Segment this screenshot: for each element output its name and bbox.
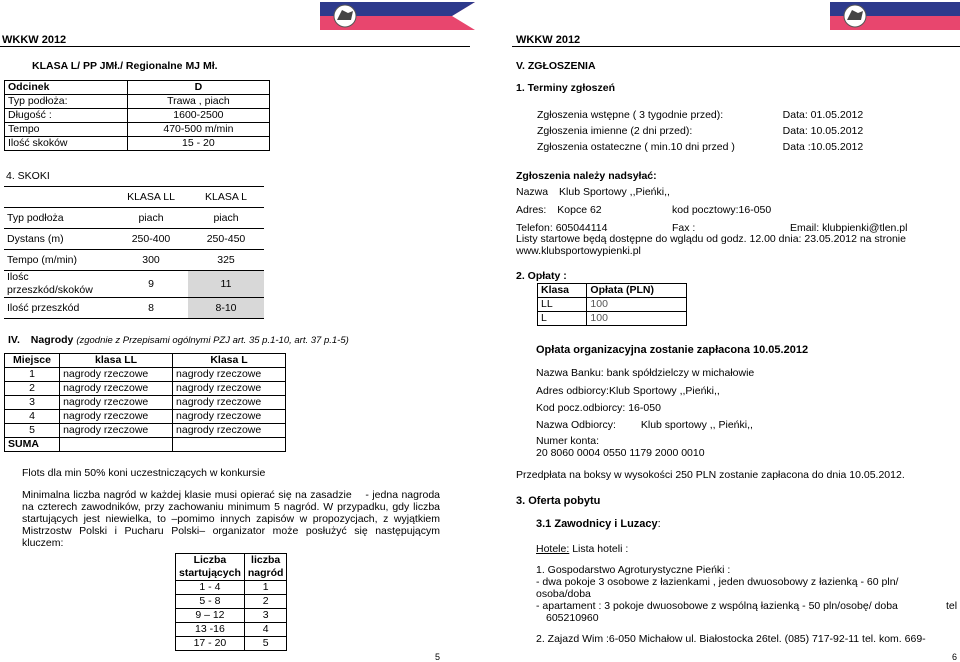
fees-head-fee: Opłata (PLN) bbox=[587, 284, 687, 298]
prizes-head-l: Klasa L bbox=[173, 354, 286, 368]
fees-class: L bbox=[538, 312, 587, 326]
postal-code: kod pocztowy:16-050 bbox=[672, 204, 772, 216]
account-number: 20 8060 0004 0550 1179 2000 0010 bbox=[536, 447, 705, 459]
prizes-head-ll: klasa LL bbox=[60, 354, 173, 368]
jumps-key: Ilośc przeszkód/skoków bbox=[4, 271, 114, 298]
para-a: Minimalna liczba nagród w każdej klasie musi opierać się na zasadzie bbox=[22, 489, 352, 501]
prizes-value: nagrody rzeczowe bbox=[60, 424, 173, 438]
prizes-place: 2 bbox=[5, 382, 60, 396]
key-starters: 9 – 12 bbox=[176, 609, 245, 623]
prizes-title: Nagrody bbox=[30, 334, 74, 346]
hotel-1-tel-label: tel bbox=[946, 600, 958, 612]
course-key: Tempo bbox=[5, 123, 128, 137]
fees-title: 2. Opłaty : bbox=[516, 270, 567, 282]
jumps-row bbox=[4, 271, 264, 298]
jumps-key: Typ podłoża bbox=[4, 208, 114, 229]
prizes-table bbox=[4, 353, 286, 452]
key-prizes: 1 bbox=[244, 581, 287, 595]
prizes-row bbox=[5, 368, 286, 382]
key-head-prizes: liczba nagród bbox=[244, 554, 287, 581]
terms-key: Zgłoszenia imienne (2 dni przed): bbox=[537, 124, 693, 137]
fees-row bbox=[538, 312, 687, 326]
prizes-value: nagrody rzeczowe bbox=[60, 410, 173, 424]
para-c: na czterech zawodników, przy zachowaniu minimum 5 nagród. W przypadku, gdy liczba startujących jest niewielka, to –pomimo innych zapisów w propozycjach, z wyjątkiem Mistrzostw Polski i Pucharu Polski– organizator może posłużyć się następującym kluczem: bbox=[22, 501, 440, 549]
hotel-1-phone: 605210960 bbox=[546, 612, 599, 624]
fees-amount: 100 bbox=[587, 298, 687, 312]
prize-rule-paragraph bbox=[22, 489, 440, 549]
prizes-value: nagrody rzeczowe bbox=[60, 382, 173, 396]
jumps-key: Dystans (m) bbox=[4, 229, 114, 250]
prizes-value: nagrody rzeczowe bbox=[173, 410, 286, 424]
flots-text: Flots dla min 50% koni uczestniczących w konkursie bbox=[22, 467, 266, 479]
recipient-label: Nazwa Odbiorcy: bbox=[536, 419, 616, 431]
hotels-row bbox=[536, 543, 628, 555]
prizes-sum: SUMA bbox=[5, 438, 60, 452]
key-starters: 1 - 4 bbox=[176, 581, 245, 595]
terms-title: 1. Terminy zgłoszeń bbox=[516, 82, 615, 94]
terms-row bbox=[534, 123, 884, 139]
key-row bbox=[176, 609, 287, 623]
email: Email: klubpienki@tlen.pl bbox=[790, 222, 908, 234]
key-prizes: 4 bbox=[244, 623, 287, 637]
account-label: Numer konta: bbox=[536, 435, 600, 447]
fees-table bbox=[537, 283, 687, 326]
right-header-title: WKKW 2012 bbox=[516, 34, 581, 46]
hotels-list-label: Lista hoteli : bbox=[569, 543, 629, 555]
prizes-row bbox=[5, 396, 286, 410]
para-b: - jedna nagroda bbox=[365, 489, 440, 501]
key-prizes: 2 bbox=[244, 595, 287, 609]
prizes-value: nagrody rzeczowe bbox=[173, 396, 286, 410]
key-row bbox=[176, 637, 287, 651]
terms-date: Data :10.05.2012 bbox=[782, 140, 864, 153]
jumps-key: Ilość przeszkód bbox=[4, 298, 114, 319]
box-prepayment: Przedpłata na boksy w wysokości 250 PLN zostanie zapłacona do dnia 10.05.2012. bbox=[516, 469, 905, 481]
fees-head-class: Klasa bbox=[538, 284, 587, 298]
course-row bbox=[5, 137, 270, 151]
prizes-value: nagrody rzeczowe bbox=[173, 424, 286, 438]
name-label: Nazwa bbox=[516, 186, 549, 198]
jumps-col-l: KLASA L bbox=[188, 187, 264, 208]
recipient-value: Klub sportowy ,, Pieńki,, bbox=[640, 419, 753, 431]
key-starters: 5 - 8 bbox=[176, 595, 245, 609]
prizes-note: (zgodnie z Przepisami ogólnymi PZJ art. 35 p.1-10, art. 37 p.1-5) bbox=[76, 335, 349, 346]
left-header-rule bbox=[0, 46, 470, 47]
page-number-right: 6 bbox=[952, 652, 958, 662]
course-row bbox=[5, 123, 270, 137]
terms-table bbox=[534, 107, 884, 155]
jumps-section-title: 4. SKOKI bbox=[6, 170, 50, 182]
addr-row bbox=[516, 204, 602, 216]
prizes-heading bbox=[8, 334, 349, 346]
offer-title: 3. Oferta pobytu bbox=[516, 495, 601, 507]
key-prizes: 3 bbox=[244, 609, 287, 623]
page-number-left: 5 bbox=[435, 652, 441, 662]
name-row bbox=[516, 186, 670, 198]
jumps-ll: piach bbox=[114, 208, 188, 229]
key-starters: 13 -16 bbox=[176, 623, 245, 637]
prizes-row bbox=[5, 410, 286, 424]
key-prizes: 5 bbox=[244, 637, 287, 651]
name-value: Klub Sportowy ,,Pieńki,, bbox=[559, 186, 670, 198]
fees-class: LL bbox=[538, 298, 587, 312]
hotel-2: 2. Zajazd Wim :6-050 Michałow ul. Białostocka 26tel. (085) 717-92-11 tel. kom. 669- bbox=[536, 633, 926, 645]
course-row bbox=[5, 95, 270, 109]
addr-value: Kopce 62 bbox=[557, 204, 602, 216]
terms-row bbox=[534, 139, 884, 155]
jumps-l: 8-10 bbox=[188, 298, 264, 319]
jumps-row bbox=[4, 250, 264, 271]
jumps-row bbox=[4, 298, 264, 319]
jumps-ll: 300 bbox=[114, 250, 188, 271]
key-head-starters: Liczba startujących bbox=[176, 554, 245, 581]
prizes-value: nagrody rzeczowe bbox=[173, 382, 286, 396]
course-key: Ilość skoków bbox=[5, 137, 128, 151]
recipient-address: Adres odbiorcy:Klub Sportowy ,,Pieńki,, bbox=[536, 385, 720, 397]
send-title: Zgłoszenia należy nadsyłać: bbox=[516, 170, 657, 182]
hotel-1-title: 1. Gospodarstwo Agroturystyczne Pieńki : bbox=[536, 564, 731, 576]
jumps-l: piach bbox=[188, 208, 264, 229]
jumps-l: 11 bbox=[188, 271, 264, 298]
course-key: Długość : bbox=[5, 109, 128, 123]
lodging-title bbox=[536, 518, 661, 530]
course-value: D bbox=[127, 81, 269, 95]
hotel-1-apartment: - apartament : 3 pokoje dwuosobowe z wspólną łazienką - 50 pln/osobę/ doba bbox=[536, 600, 898, 612]
prizes-place: 5 bbox=[5, 424, 60, 438]
prizes-num: IV. bbox=[8, 334, 20, 346]
jumps-ll: 8 bbox=[114, 298, 188, 319]
prizes-row bbox=[5, 382, 286, 396]
prizes-place: 3 bbox=[5, 396, 60, 410]
course-table bbox=[4, 80, 270, 151]
prizes-value: nagrody rzeczowe bbox=[60, 368, 173, 382]
course-value: Trawa , piach bbox=[127, 95, 269, 109]
terms-date: Data: 10.05.2012 bbox=[782, 124, 864, 137]
start-lists-note: Listy startowe będą dostępne do wglądu od godz. 12.00 dnia: 23.05.2012 na stronie www.klubsportowypienki.pl bbox=[516, 233, 906, 257]
registration-section: V. ZGŁOSZENIA bbox=[516, 60, 596, 72]
course-value: 15 - 20 bbox=[127, 137, 269, 151]
jumps-col-ll: KLASA LL bbox=[114, 187, 188, 208]
right-header-rule bbox=[512, 46, 960, 47]
club-flag-logo-left bbox=[320, 2, 475, 30]
course-key: Odcinek bbox=[5, 81, 128, 95]
left-header-title: WKKW 2012 bbox=[2, 34, 67, 46]
hotels-label: Hotele: bbox=[536, 543, 570, 555]
payment-note: Opłata organizacyjna zostanie zapłacona 10.05.2012 bbox=[536, 344, 809, 356]
class-title: KLASA L/ PP JMł./ Regionalne MJ Mł. bbox=[32, 60, 218, 72]
key-row bbox=[176, 623, 287, 637]
key-row bbox=[176, 581, 287, 595]
key-starters: 17 - 20 bbox=[176, 637, 245, 651]
terms-key: Zgłoszenia wstępne ( 3 tygodnie przed): bbox=[537, 108, 724, 121]
lodging-colon: : bbox=[657, 518, 661, 530]
hotel-1-rooms: - dwa pokoje 3 osobowe z łazienkami , jeden dwuosobowy z łazienką - 60 pln/ osoba/doba bbox=[536, 576, 899, 600]
jumps-l: 250-450 bbox=[188, 229, 264, 250]
jumps-l: 325 bbox=[188, 250, 264, 271]
terms-row bbox=[534, 107, 884, 123]
jumps-key: Tempo (m/min) bbox=[4, 250, 114, 271]
course-value: 470-500 m/min bbox=[127, 123, 269, 137]
prizes-place: 1 bbox=[5, 368, 60, 382]
phone: Telefon: 605044114 bbox=[516, 222, 608, 234]
prizes-head-place: Miejsce bbox=[5, 354, 60, 368]
course-row bbox=[5, 109, 270, 123]
prizes-value: nagrody rzeczowe bbox=[60, 396, 173, 410]
course-value: 1600-2500 bbox=[127, 109, 269, 123]
club-flag-logo-right bbox=[830, 2, 960, 30]
addr-label: Adres: bbox=[516, 204, 547, 216]
prizes-place: 4 bbox=[5, 410, 60, 424]
fees-row bbox=[538, 298, 687, 312]
lodging-label: 3.1 Zawodnicy i Luzacy bbox=[536, 518, 658, 530]
recipient-name-row bbox=[536, 419, 753, 431]
terms-date: Data: 01.05.2012 bbox=[782, 108, 864, 121]
bank-name: Nazwa Banku: bank spółdzielczy w michałowie bbox=[536, 367, 755, 379]
jumps-row bbox=[4, 229, 264, 250]
fax: Fax : bbox=[672, 222, 696, 234]
fees-amount: 100 bbox=[587, 312, 687, 326]
course-row bbox=[5, 81, 270, 95]
recipient-postal: Kod pocz.odbiorcy: 16-050 bbox=[536, 402, 661, 414]
key-row bbox=[176, 595, 287, 609]
key-table bbox=[175, 553, 287, 651]
jumps-table bbox=[4, 186, 264, 319]
jumps-ll: 9 bbox=[114, 271, 188, 298]
prizes-row bbox=[5, 424, 286, 438]
course-key: Typ podłoża: bbox=[5, 95, 128, 109]
prizes-value: nagrody rzeczowe bbox=[173, 368, 286, 382]
jumps-row bbox=[4, 208, 264, 229]
terms-key: Zgłoszenia ostateczne ( min.10 dni przed ) bbox=[537, 140, 735, 153]
jumps-ll: 250-400 bbox=[114, 229, 188, 250]
